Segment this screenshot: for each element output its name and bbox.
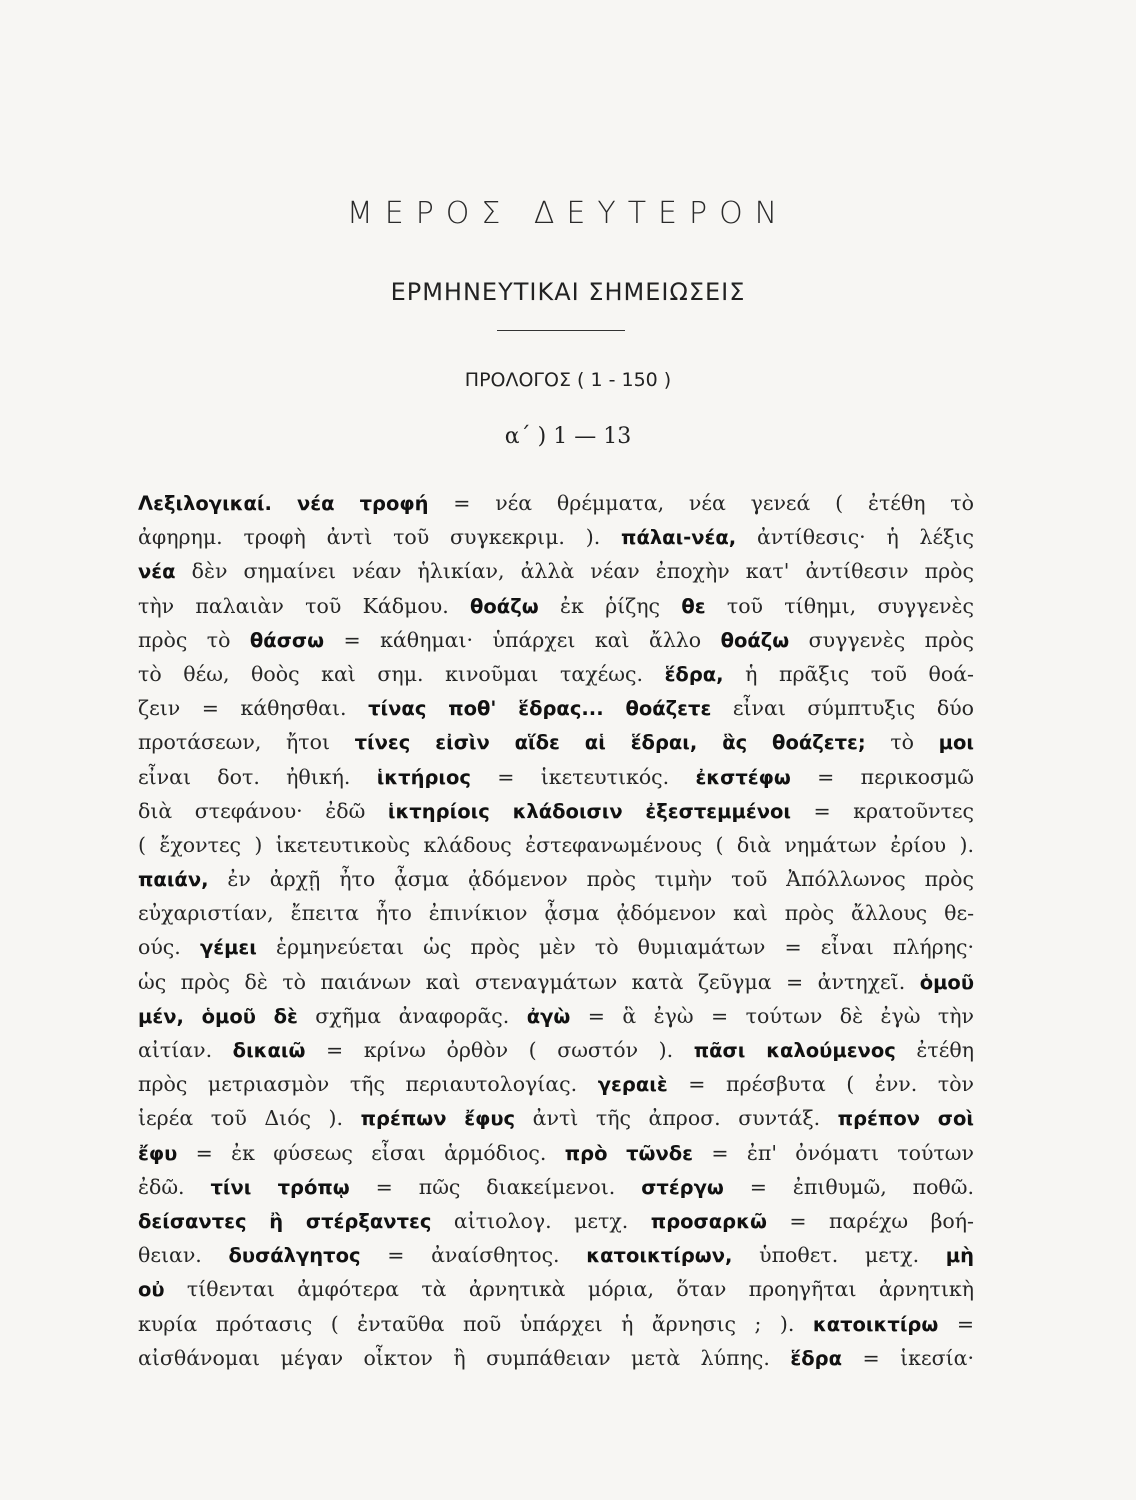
text-line [138, 1033, 974, 1067]
lemma-term: ἐκστέφω [695, 765, 791, 789]
gloss-text: τοῦ τίθημι, συγγενὲς [705, 593, 974, 618]
text-line [138, 554, 974, 588]
lemma-term: προσαρκῶ [650, 1209, 767, 1233]
gloss-text: ούς. [138, 935, 200, 960]
gloss-text: θειαν. [138, 1243, 229, 1268]
lemma-term: θοάζω [470, 594, 539, 618]
gloss-text: ὡς πρὸς δὲ τὸ παιάνων καὶ στεναγμάτων κατὰ ζεῦγμα = ἀντηχεῖ. [138, 969, 920, 994]
gloss-text: = πρέσβυτα ( ἐνν. τὸν [667, 1072, 974, 1097]
text-line [138, 794, 974, 828]
gloss-text: ἀφηρημ. τροφὴ ἀντὶ τοῦ συγκεκριμ. ). [138, 525, 622, 550]
lemma-term: ἀγὼ [526, 1004, 571, 1028]
text-line [138, 760, 974, 794]
text-line [138, 1272, 974, 1306]
prologue-heading: ΠΡΟΛΟΓΟΣ ( 1 - 150 ) [464, 369, 672, 391]
gloss-text: = κάθημαι· ὑπάρχει καὶ ἄλλο [324, 627, 721, 652]
lemma-term: ἔφυ [138, 1141, 178, 1165]
lemma-term: θάσσω [249, 628, 325, 652]
gloss-text: = ἱκεσία· [841, 1345, 974, 1370]
lemma-term: κατοικτίρων, [586, 1244, 733, 1268]
lemma-term: τίνες εἰσὶν αἵδε αἱ ἕδραι, ἃς θοάζετε; [354, 731, 866, 755]
text-line [138, 520, 974, 554]
gloss-text: τὸ θέω, θοὸς καὶ σημ. κινοῦμαι ταχέως. [138, 661, 665, 686]
text-line [138, 725, 974, 759]
lemma-term: ἕδρα [790, 1346, 842, 1370]
gloss-text: = ἐπ' ὀνόματι τούτων [693, 1140, 974, 1165]
gloss-text: αἰτίαν. [138, 1038, 233, 1062]
lemma-term: στέργω [641, 1175, 724, 1199]
gloss-text: τίθενται ἀμφότερα τὰ ἀρνητικὰ μόρια, ὅταν προηγῆται ἀρνητικὴ [164, 1277, 974, 1302]
text-line [138, 965, 974, 999]
gloss-text: = περικοσμῶ [790, 764, 974, 789]
gloss-text: εἶναι σύμπτυξις δύο [711, 696, 974, 721]
lemma-term: δυσάλγητος [228, 1244, 361, 1268]
lemma-term: θε [681, 594, 706, 618]
gloss-text: αἰτιολογ. μετχ. [431, 1208, 651, 1233]
text-line [138, 1170, 974, 1204]
text-line [138, 1341, 974, 1375]
gloss-text: σχῆμα ἀναφορᾶς. [297, 1003, 527, 1028]
gloss-text: ἡ πρᾶξις τοῦ θοά- [723, 661, 974, 686]
gloss-text: πρὸς μετριασμὸν τῆς περιαυτολογίας. [138, 1072, 598, 1097]
gloss-text: προτάσεων, ἤτοι [138, 730, 355, 755]
lemma-term: παιάν, [138, 868, 209, 892]
gloss-text: = νέα θρέμματα, νέα γενεά ( ἐτέθη τὸ [428, 491, 974, 515]
lemma-term: πρὸ τῶνδε [564, 1141, 694, 1165]
text-line [138, 1067, 974, 1101]
gloss-text: δὲν σημαίνει νέαν ἡλικίαν, ἀλλὰ νέαν ἐποχὴν κατ' ἀντίθεσιν πρὸς [175, 559, 974, 584]
lemma-term: γέμει [199, 936, 257, 960]
gloss-text: κυρία πρότασις ( ἐνταῦθα ποῦ ὑπάρχει ἡ ἄρνησις ; ). [138, 1311, 813, 1336]
gloss-text: ὑποθετ. μετχ. [732, 1243, 946, 1268]
text-line [138, 589, 974, 623]
lemma-term: ὁμοῦ [919, 970, 974, 994]
gloss-text: εὐχαριστίαν, ἔπειτα ἦτο ἐπινίκιον ᾆσμα ᾀδόμενον καὶ πρὸς ἄλλους θε- [138, 901, 974, 926]
lemma-term: δείσαντες ἢ στέρξαντες [138, 1209, 432, 1233]
gloss-text: τὸ [865, 730, 939, 755]
gloss-text: = πῶς διακείμενοι. [349, 1174, 642, 1199]
gloss-text: ἱερέα τοῦ Διός ). [138, 1106, 361, 1131]
gloss-text: τὴν παλαιὰν τοῦ Κάδμου. [138, 593, 471, 618]
commentary-text [138, 486, 974, 1375]
gloss-text: = ἐκ φύσεως εἶσαι ἁρμόδιος. [177, 1140, 565, 1165]
lemma-term: πρέπων ἔφυς [360, 1107, 516, 1131]
gloss-text: αἰσθάνομαι μέγαν οἶκτον ἢ συμπάθειαν μετὰ λύπης. [138, 1345, 791, 1370]
gloss-text: εἶναι δοτ. ἠθική. [138, 764, 377, 789]
gloss-text: ἐν ἀρχῇ ἦτο ᾆσμα ᾀδόμενον πρὸς τιμὴν τοῦ Ἀπόλλωνος πρὸς [208, 867, 974, 892]
section-heading: α΄ ) 1 — 13 [504, 424, 632, 449]
gloss-text: = [938, 1311, 974, 1336]
text-line [138, 930, 974, 964]
gloss-text: πρὸς τὸ [138, 627, 250, 652]
gloss-text: συγγενὲς πρὸς [789, 627, 974, 652]
lemma-term: πρέπον σοὶ [837, 1107, 974, 1131]
text-line [138, 828, 974, 862]
lemma-term: οὐ [138, 1278, 165, 1302]
text-line [138, 1204, 974, 1238]
lemma-term: πᾶσι καλούμενος [693, 1039, 896, 1062]
lemma-term: ἱκτηρίοις κλάδοισιν ἐξεστεμμένοι [387, 799, 791, 823]
gloss-text: = κρατοῦντες [790, 798, 974, 823]
lemma-term: μοι [938, 731, 974, 755]
lemma-term: θοάζω [720, 628, 790, 652]
gloss-text: = ἃ ἐγὼ = τούτων δὲ ἐγὼ τὴν [570, 1003, 974, 1028]
gloss-text: ἀντίθεσις· ἡ λέξις [736, 525, 974, 550]
gloss-text: ἐδῶ. [138, 1174, 211, 1199]
lemma-term: τίνι τρόπῳ [210, 1175, 350, 1199]
gloss-text: ζειν = κάθησθαι. [138, 696, 369, 721]
gloss-text: = ἱκετευτικός. [470, 764, 696, 789]
title-divider [497, 330, 625, 331]
text-line [138, 1101, 974, 1135]
text-line [138, 896, 974, 930]
gloss-text: ( ἔχοντες ) ἱκετευτικοὺς κλάδους ἐστεφανωμένους ( διὰ νημάτων ἐρίου ). [138, 832, 974, 857]
lemma-term: νέα [138, 560, 176, 584]
text-line [138, 999, 974, 1033]
gloss-text: διὰ στεφάνου· ἐδῶ [138, 798, 388, 823]
gloss-text: ἑρμηνεύεται ὡς πρὸς μὲν τὸ θυμιαμάτων = εἶναι πλήρης· [256, 935, 974, 960]
gloss-text: = παρέχω βοή- [766, 1208, 974, 1233]
lemma-term: ἱκτήριος [376, 765, 471, 789]
gloss-text: = κρίνω ὀρθὸν ( σωστόν ). [305, 1038, 694, 1062]
notes-title: ΕΡΜΗΝΕΥΤΙΚΑΙ ΣΗΜΕΙΩΣΕΙΣ [390, 278, 746, 306]
lemma-term: ἕδρα, [664, 662, 724, 686]
gloss-text: ἀντὶ τῆς ἀπροσ. συντάξ. [515, 1106, 838, 1131]
lemma-term: μέν, ὁμοῦ δὲ [138, 1004, 298, 1028]
text-line [138, 657, 974, 691]
lemma-term: πάλαι-νέα, [621, 526, 737, 550]
text-line [138, 1136, 974, 1170]
part-title: ΜΕΡΟΣ ΔΕΥΤΕΡΟΝ [346, 196, 790, 231]
lemma-term: κατοικτίρω [812, 1312, 939, 1336]
gloss-text: ἐτέθη [895, 1038, 974, 1062]
lemma-term: μὴ [945, 1244, 974, 1268]
lemma-term: Λεξιλογικαί. νέα τροφή [138, 492, 429, 515]
lemma-term: τίνας ποθ' ἕδρας... θοάζετε [368, 697, 712, 721]
text-line [138, 862, 974, 896]
gloss-text: = ἐπιθυμῶ, ποθῶ. [723, 1174, 974, 1199]
text-line [138, 691, 974, 725]
lemma-term: δικαιῶ [232, 1039, 306, 1062]
text-line [138, 1238, 974, 1272]
lemma-term: γεραιὲ [597, 1073, 668, 1097]
gloss-text: = ἀναίσθητος. [360, 1243, 587, 1268]
text-line [138, 623, 974, 657]
gloss-text: ἐκ ῥίζης [538, 593, 682, 618]
text-line [138, 486, 974, 520]
text-line [138, 1307, 974, 1341]
